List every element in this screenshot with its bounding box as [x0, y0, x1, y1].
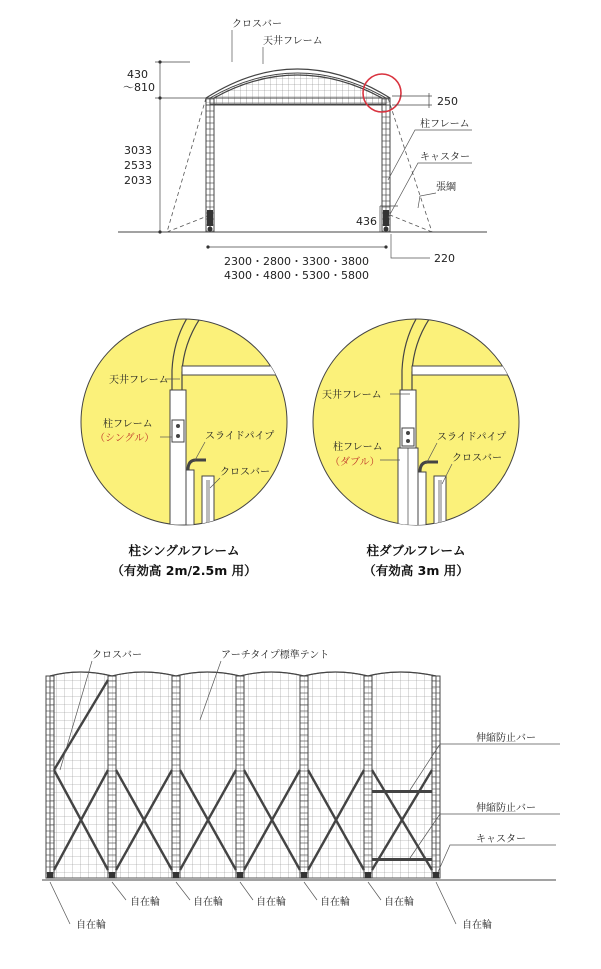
bottom-side-diagram — [42, 648, 560, 931]
label-wheel-3: 自在輪 — [193, 897, 223, 908]
detail-double-frame — [313, 302, 532, 578]
label-slide-pipe-single: スライドパイプ — [205, 431, 275, 442]
label-caster-bottom: キャスター — [476, 834, 526, 845]
dim-height-3: 2033 — [124, 174, 152, 187]
label-pillar-frame-double: 柱フレーム — [333, 442, 383, 453]
dim-height-2: 2533 — [124, 159, 152, 172]
label-tent-bottom: アーチタイプ標準テント — [221, 650, 330, 661]
dim-arch-height-2: ～810 — [123, 81, 155, 94]
label-ceiling-frame-single: 天井フレーム — [109, 375, 169, 386]
label-crossbar-single: クロスバー — [220, 467, 270, 478]
dim-220: 220 — [434, 252, 455, 265]
label-guy-rope-top: 張綱 — [436, 182, 456, 193]
label-wheel-7: 自在輪 — [462, 920, 492, 931]
caption-single-sub: （有効高 2m/2.5m 用） — [111, 563, 257, 578]
label-caster-top: キャスター — [420, 152, 470, 163]
label-wheel-6: 自在輪 — [384, 897, 414, 908]
dim-width-1: 2300・2800・3300・3800 — [224, 255, 369, 268]
label-pillar-frame-top: 柱フレーム — [420, 119, 470, 130]
dim-width-2: 4300・4800・5300・5800 — [224, 269, 369, 282]
label-anti-expand-2: 伸縮防止バー — [476, 803, 536, 814]
caption-double-sub: （有効高 3m 用） — [363, 563, 469, 578]
caption-double-title: 柱ダブルフレーム — [366, 543, 466, 558]
label-crossbar-top: クロスバー — [232, 19, 282, 30]
top-frame-diagram — [118, 18, 487, 282]
label-crossbar-bottom: クロスバー — [92, 650, 142, 661]
label-slide-pipe-double: スライドパイプ — [437, 432, 507, 443]
dim-436: 436 — [356, 215, 377, 228]
caption-single-title: 柱シングルフレーム — [128, 543, 240, 558]
label-ceiling-frame-top: 天井フレーム — [263, 36, 323, 47]
label-anti-expand-1: 伸縮防止バー — [476, 733, 536, 744]
label-pillar-type-double: （ダブル） — [330, 457, 380, 468]
dim-arch-height-1: 430 — [127, 68, 148, 81]
label-wheel-2: 自在輪 — [130, 897, 160, 908]
dim-250: 250 — [437, 95, 458, 108]
label-crossbar-double: クロスバー — [452, 453, 502, 464]
label-wheel-4: 自在輪 — [256, 897, 286, 908]
detail-single-frame — [81, 300, 302, 578]
label-wheel-1: 自在輪 — [76, 920, 106, 931]
label-ceiling-frame-double: 天井フレーム — [322, 390, 382, 401]
dim-height-1: 3033 — [124, 144, 152, 157]
label-pillar-type-single: （シングル） — [95, 433, 155, 444]
label-wheel-5: 自在輪 — [320, 897, 350, 908]
label-pillar-frame-single: 柱フレーム — [103, 419, 153, 430]
